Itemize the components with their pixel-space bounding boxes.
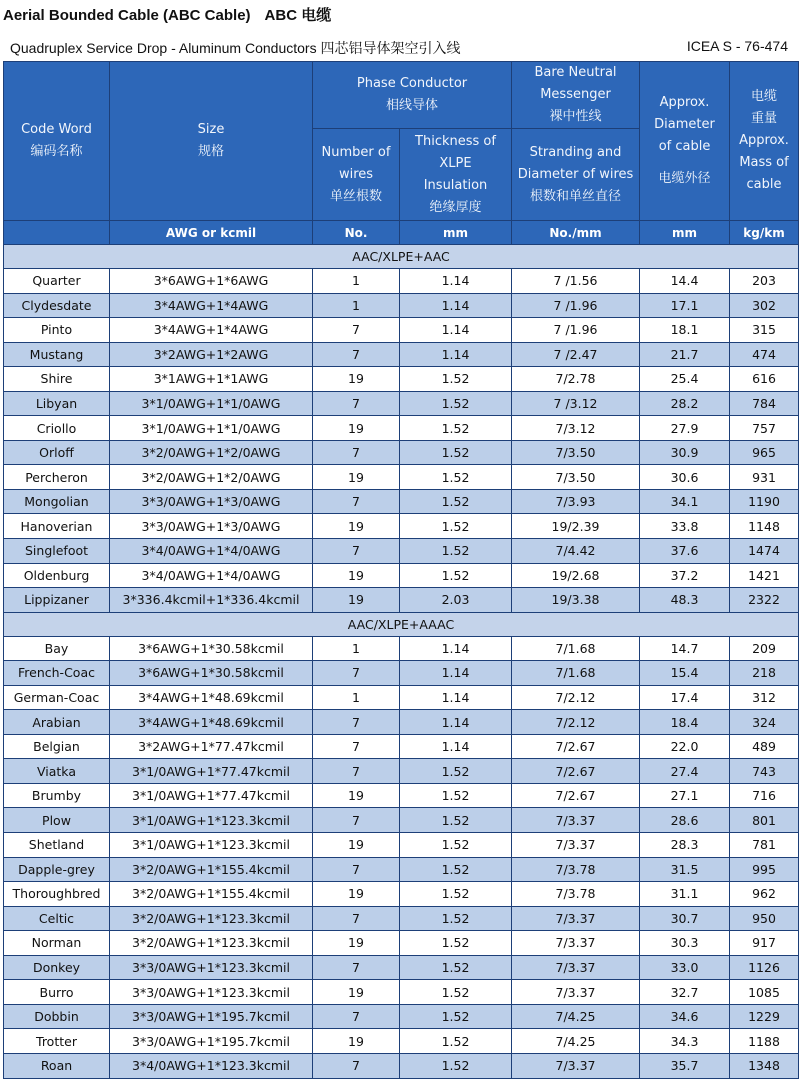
cable-mass-cell: 1188 xyxy=(730,1029,799,1054)
cable-mass-cell: 209 xyxy=(730,636,799,661)
stranding-cell: 7/3.37 xyxy=(512,808,640,833)
table-row xyxy=(4,1004,799,1029)
cable-diameter-cell: 25.4 xyxy=(640,367,730,392)
document-title xyxy=(3,4,331,25)
table-row xyxy=(4,269,799,294)
cable-diameter-cell: 33.8 xyxy=(640,514,730,539)
cable-diameter-cell: 28.6 xyxy=(640,808,730,833)
code-word-cell: Quarter xyxy=(4,269,110,294)
cable-mass-cell: 1421 xyxy=(730,563,799,588)
number-of-wires-cell: 7 xyxy=(313,440,400,465)
number-of-wires-cell: 7 xyxy=(313,955,400,980)
cable-mass-cell: 784 xyxy=(730,391,799,416)
code-word-cell: Libyan xyxy=(4,391,110,416)
cable-diameter-cell: 28.2 xyxy=(640,391,730,416)
table-row xyxy=(4,955,799,980)
table-row xyxy=(4,318,799,343)
insulation-thickness-cell: 1.14 xyxy=(400,685,512,710)
size-cell: 3*4AWG+1*4AWG xyxy=(110,318,313,343)
code-word-cell: German-Coac xyxy=(4,685,110,710)
unit-thickness: mm xyxy=(400,221,512,245)
number-of-wires-cell: 1 xyxy=(313,685,400,710)
stranding-cell: 7/2.67 xyxy=(512,783,640,808)
cable-mass-cell: 917 xyxy=(730,931,799,956)
size-cell: 3*4/0AWG+1*4/0AWG xyxy=(110,539,313,564)
stranding-cell: 7 /2.47 xyxy=(512,342,640,367)
code-word-cell: Belgian xyxy=(4,734,110,759)
section-label: AAC/XLPE+AAC xyxy=(4,245,799,269)
stranding-cell: 7/1.68 xyxy=(512,636,640,661)
number-of-wires-cell: 7 xyxy=(313,1053,400,1078)
insulation-thickness-cell: 1.52 xyxy=(400,440,512,465)
cable-mass-cell: 716 xyxy=(730,783,799,808)
code-word-cell: Mustang xyxy=(4,342,110,367)
insulation-thickness-cell: 1.14 xyxy=(400,710,512,735)
table-row xyxy=(4,440,799,465)
cable-mass-cell: 1474 xyxy=(730,539,799,564)
number-of-wires-cell: 19 xyxy=(313,588,400,613)
header-thickness: Thickness of XLPE Insulation 绝缘厚度 xyxy=(400,129,512,221)
insulation-thickness-cell: 1.52 xyxy=(400,808,512,833)
unit-number-of-wires: No. xyxy=(313,221,400,245)
cable-diameter-cell: 27.1 xyxy=(640,783,730,808)
cable-diameter-cell: 27.9 xyxy=(640,416,730,441)
cable-mass-cell: 616 xyxy=(730,367,799,392)
code-word-cell: Dapple-grey xyxy=(4,857,110,882)
code-word-cell: Orloff xyxy=(4,440,110,465)
code-word-cell: Brumby xyxy=(4,783,110,808)
code-word-cell: Lippizaner xyxy=(4,588,110,613)
number-of-wires-cell: 19 xyxy=(313,980,400,1005)
size-cell: 3*1/0AWG+1*123.3kcmil xyxy=(110,808,313,833)
insulation-thickness-cell: 1.14 xyxy=(400,734,512,759)
cable-mass-cell: 489 xyxy=(730,734,799,759)
size-cell: 3*2/0AWG+1*2/0AWG xyxy=(110,440,313,465)
section-header-row xyxy=(4,245,799,269)
stranding-cell: 7/4.25 xyxy=(512,1029,640,1054)
insulation-thickness-cell: 1.52 xyxy=(400,514,512,539)
cable-mass-cell: 474 xyxy=(730,342,799,367)
table-row xyxy=(4,710,799,735)
cable-diameter-cell: 27.4 xyxy=(640,759,730,784)
header-mass: 电缆 重量 Approx. Mass of cable xyxy=(730,62,799,221)
code-word-cell: Trotter xyxy=(4,1029,110,1054)
cable-diameter-cell: 33.0 xyxy=(640,955,730,980)
stranding-cell: 7/2.67 xyxy=(512,759,640,784)
cable-diameter-cell: 15.4 xyxy=(640,661,730,686)
cable-diameter-cell: 30.7 xyxy=(640,906,730,931)
section-label: AAC/XLPE+AAAC xyxy=(4,612,799,636)
insulation-thickness-cell: 1.52 xyxy=(400,391,512,416)
size-cell: 3*6AWG+1*30.58kcmil xyxy=(110,636,313,661)
table-row xyxy=(4,1053,799,1078)
insulation-thickness-cell: 1.52 xyxy=(400,906,512,931)
insulation-thickness-cell: 1.52 xyxy=(400,857,512,882)
size-cell: 3*3/0AWG+1*3/0AWG xyxy=(110,489,313,514)
stranding-cell: 7 /1.96 xyxy=(512,318,640,343)
cable-diameter-cell: 28.3 xyxy=(640,833,730,858)
standard-reference: ICEA S - 76-474 xyxy=(686,38,788,54)
size-cell: 3*336.4kcmil+1*336.4kcmil xyxy=(110,588,313,613)
cable-mass-cell: 2322 xyxy=(730,588,799,613)
table-row xyxy=(4,783,799,808)
code-word-cell: Oldenburg xyxy=(4,563,110,588)
stranding-cell: 7/3.12 xyxy=(512,416,640,441)
table-row xyxy=(4,808,799,833)
header-diameter: Approx. Diameter of cable 电缆外径 xyxy=(640,62,730,221)
cable-diameter-cell: 34.6 xyxy=(640,1004,730,1029)
insulation-thickness-cell: 1.52 xyxy=(400,955,512,980)
size-cell: 3*3/0AWG+1*195.7kcmil xyxy=(110,1004,313,1029)
number-of-wires-cell: 7 xyxy=(313,318,400,343)
size-cell: 3*4/0AWG+1*4/0AWG xyxy=(110,563,313,588)
document-subtitle xyxy=(10,38,790,58)
cable-mass-cell: 315 xyxy=(730,318,799,343)
insulation-thickness-cell: 1.52 xyxy=(400,367,512,392)
cable-diameter-cell: 30.3 xyxy=(640,931,730,956)
unit-size: AWG or kcmil xyxy=(110,221,313,245)
size-cell: 3*3/0AWG+1*123.3kcmil xyxy=(110,955,313,980)
cable-mass-cell: 995 xyxy=(730,857,799,882)
size-cell: 3*3/0AWG+1*123.3kcmil xyxy=(110,980,313,1005)
insulation-thickness-cell: 1.14 xyxy=(400,342,512,367)
table-row xyxy=(4,882,799,907)
number-of-wires-cell: 19 xyxy=(313,882,400,907)
size-cell: 3*4/0AWG+1*123.3kcmil xyxy=(110,1053,313,1078)
cable-diameter-cell: 30.9 xyxy=(640,440,730,465)
stranding-cell: 7/4.25 xyxy=(512,1004,640,1029)
cable-diameter-cell: 34.1 xyxy=(640,489,730,514)
size-cell: 3*4AWG+1*48.69kcmil xyxy=(110,710,313,735)
cable-mass-cell: 312 xyxy=(730,685,799,710)
insulation-thickness-cell: 1.52 xyxy=(400,465,512,490)
cable-mass-cell: 1126 xyxy=(730,955,799,980)
code-word-cell: Burro xyxy=(4,980,110,1005)
number-of-wires-cell: 7 xyxy=(313,906,400,931)
cable-diameter-cell: 22.0 xyxy=(640,734,730,759)
insulation-thickness-cell: 2.03 xyxy=(400,588,512,613)
title-chinese: ABC 电缆 xyxy=(264,7,332,24)
insulation-thickness-cell: 1.52 xyxy=(400,833,512,858)
cable-diameter-cell: 32.7 xyxy=(640,980,730,1005)
code-word-cell: Mongolian xyxy=(4,489,110,514)
table-row xyxy=(4,1029,799,1054)
unit-code-word xyxy=(4,221,110,245)
code-word-cell: Bay xyxy=(4,636,110,661)
number-of-wires-cell: 1 xyxy=(313,269,400,294)
size-cell: 3*4AWG+1*4AWG xyxy=(110,293,313,318)
cable-mass-cell: 1348 xyxy=(730,1053,799,1078)
insulation-thickness-cell: 1.52 xyxy=(400,980,512,1005)
stranding-cell: 7/3.78 xyxy=(512,857,640,882)
code-word-cell: French-Coac xyxy=(4,661,110,686)
size-cell: 3*2AWG+1*2AWG xyxy=(110,342,313,367)
header-phase-conductor: Phase Conductor 相线导体 xyxy=(313,62,512,129)
number-of-wires-cell: 7 xyxy=(313,342,400,367)
cable-mass-cell: 1190 xyxy=(730,489,799,514)
number-of-wires-cell: 1 xyxy=(313,293,400,318)
stranding-cell: 7/2.78 xyxy=(512,367,640,392)
size-cell: 3*2/0AWG+1*123.3kcmil xyxy=(110,906,313,931)
cable-mass-cell: 931 xyxy=(730,465,799,490)
stranding-cell: 7/3.78 xyxy=(512,882,640,907)
table-row xyxy=(4,416,799,441)
cable-diameter-cell: 17.4 xyxy=(640,685,730,710)
cable-mass-cell: 1148 xyxy=(730,514,799,539)
size-cell: 3*2/0AWG+1*155.4kcmil xyxy=(110,857,313,882)
code-word-cell: Criollo xyxy=(4,416,110,441)
cable-diameter-cell: 37.6 xyxy=(640,539,730,564)
stranding-cell: 7/2.12 xyxy=(512,685,640,710)
insulation-thickness-cell: 1.14 xyxy=(400,293,512,318)
cable-diameter-cell: 34.3 xyxy=(640,1029,730,1054)
size-cell: 3*1AWG+1*1AWG xyxy=(110,367,313,392)
stranding-cell: 7/3.50 xyxy=(512,440,640,465)
table-row xyxy=(4,661,799,686)
code-word-cell: Clydesdate xyxy=(4,293,110,318)
number-of-wires-cell: 7 xyxy=(313,808,400,833)
number-of-wires-cell: 7 xyxy=(313,734,400,759)
cable-diameter-cell: 37.2 xyxy=(640,563,730,588)
size-cell: 3*1/0AWG+1*77.47kcmil xyxy=(110,759,313,784)
units-row xyxy=(4,221,799,245)
stranding-cell: 7/3.37 xyxy=(512,906,640,931)
cable-mass-cell: 1085 xyxy=(730,980,799,1005)
code-word-cell: Arabian xyxy=(4,710,110,735)
number-of-wires-cell: 19 xyxy=(313,563,400,588)
cable-mass-cell: 965 xyxy=(730,440,799,465)
header-stranding: Stranding and Diameter of wires 根数和单丝直径 xyxy=(512,129,640,221)
insulation-thickness-cell: 1.14 xyxy=(400,636,512,661)
insulation-thickness-cell: 1.52 xyxy=(400,539,512,564)
size-cell: 3*2/0AWG+1*123.3kcmil xyxy=(110,931,313,956)
size-cell: 3*4AWG+1*48.69kcmil xyxy=(110,685,313,710)
cable-mass-cell: 801 xyxy=(730,808,799,833)
table-row xyxy=(4,391,799,416)
code-word-cell: Celtic xyxy=(4,906,110,931)
insulation-thickness-cell: 1.14 xyxy=(400,318,512,343)
size-cell: 3*1/0AWG+1*1/0AWG xyxy=(110,391,313,416)
number-of-wires-cell: 19 xyxy=(313,1029,400,1054)
header-size: Size 规格 xyxy=(110,62,313,221)
cable-diameter-cell: 31.1 xyxy=(640,882,730,907)
size-cell: 3*3/0AWG+1*195.7kcmil xyxy=(110,1029,313,1054)
number-of-wires-cell: 7 xyxy=(313,759,400,784)
insulation-thickness-cell: 1.52 xyxy=(400,931,512,956)
cable-mass-cell: 743 xyxy=(730,759,799,784)
number-of-wires-cell: 7 xyxy=(313,539,400,564)
table-row xyxy=(4,465,799,490)
number-of-wires-cell: 7 xyxy=(313,1004,400,1029)
table-row xyxy=(4,539,799,564)
code-word-cell: Dobbin xyxy=(4,1004,110,1029)
stranding-cell: 7/1.68 xyxy=(512,661,640,686)
header-code-word: Code Word 编码名称 xyxy=(4,62,110,221)
table-row xyxy=(4,514,799,539)
insulation-thickness-cell: 1.52 xyxy=(400,563,512,588)
code-word-cell: Hanoverian xyxy=(4,514,110,539)
insulation-thickness-cell: 1.52 xyxy=(400,1029,512,1054)
stranding-cell: 7 /3.12 xyxy=(512,391,640,416)
stranding-cell: 19/2.68 xyxy=(512,563,640,588)
cable-mass-cell: 203 xyxy=(730,269,799,294)
size-cell: 3*1/0AWG+1*77.47kcmil xyxy=(110,783,313,808)
cable-mass-cell: 781 xyxy=(730,833,799,858)
code-word-cell: Viatka xyxy=(4,759,110,784)
stranding-cell: 19/3.38 xyxy=(512,588,640,613)
cable-mass-cell: 1229 xyxy=(730,1004,799,1029)
size-cell: 3*6AWG+1*6AWG xyxy=(110,269,313,294)
table-row xyxy=(4,342,799,367)
size-cell: 3*1/0AWG+1*1/0AWG xyxy=(110,416,313,441)
cable-diameter-cell: 18.4 xyxy=(640,710,730,735)
code-word-cell: Pinto xyxy=(4,318,110,343)
cable-diameter-cell: 30.6 xyxy=(640,465,730,490)
table-body xyxy=(4,245,799,1079)
table-row xyxy=(4,489,799,514)
code-word-cell: Thoroughbred xyxy=(4,882,110,907)
number-of-wires-cell: 7 xyxy=(313,661,400,686)
code-word-cell: Shetland xyxy=(4,833,110,858)
insulation-thickness-cell: 1.14 xyxy=(400,269,512,294)
number-of-wires-cell: 19 xyxy=(313,833,400,858)
header-bare-neutral: Bare Neutral Messenger 裸中性线 xyxy=(512,62,640,129)
table-row xyxy=(4,636,799,661)
cable-diameter-cell: 48.3 xyxy=(640,588,730,613)
table-row xyxy=(4,588,799,613)
insulation-thickness-cell: 1.52 xyxy=(400,759,512,784)
table-row xyxy=(4,931,799,956)
stranding-cell: 7/3.37 xyxy=(512,955,640,980)
insulation-thickness-cell: 1.52 xyxy=(400,882,512,907)
insulation-thickness-cell: 1.52 xyxy=(400,783,512,808)
number-of-wires-cell: 19 xyxy=(313,367,400,392)
unit-stranding: No./mm xyxy=(512,221,640,245)
code-word-cell: Percheron xyxy=(4,465,110,490)
code-word-cell: Roan xyxy=(4,1053,110,1078)
table-row xyxy=(4,833,799,858)
title-english: Aerial Bounded Cable (ABC Cable) xyxy=(3,7,251,24)
cable-diameter-cell: 18.1 xyxy=(640,318,730,343)
cable-mass-cell: 757 xyxy=(730,416,799,441)
code-word-cell: Shire xyxy=(4,367,110,392)
cable-diameter-cell: 31.5 xyxy=(640,857,730,882)
cable-diameter-cell: 35.7 xyxy=(640,1053,730,1078)
stranding-cell: 7/2.12 xyxy=(512,710,640,735)
size-cell: 3*2AWG+1*77.47kcmil xyxy=(110,734,313,759)
code-word-cell: Singlefoot xyxy=(4,539,110,564)
cable-mass-cell: 302 xyxy=(730,293,799,318)
size-cell: 3*3/0AWG+1*3/0AWG xyxy=(110,514,313,539)
unit-mass: kg/km xyxy=(730,221,799,245)
table-row xyxy=(4,293,799,318)
number-of-wires-cell: 19 xyxy=(313,931,400,956)
size-cell: 3*2/0AWG+1*155.4kcmil xyxy=(110,882,313,907)
size-cell: 3*6AWG+1*30.58kcmil xyxy=(110,661,313,686)
size-cell: 3*1/0AWG+1*123.3kcmil xyxy=(110,833,313,858)
subtitle-text: Quadruplex Service Drop - Aluminum Conductors 四芯铝导体架空引入线 xyxy=(10,40,461,56)
stranding-cell: 7 /1.96 xyxy=(512,293,640,318)
stranding-cell: 7 /1.56 xyxy=(512,269,640,294)
stranding-cell: 7/3.37 xyxy=(512,833,640,858)
cable-diameter-cell: 14.4 xyxy=(640,269,730,294)
stranding-cell: 7/3.37 xyxy=(512,1053,640,1078)
code-word-cell: Plow xyxy=(4,808,110,833)
stranding-cell: 7/3.93 xyxy=(512,489,640,514)
number-of-wires-cell: 7 xyxy=(313,489,400,514)
size-cell: 3*2/0AWG+1*2/0AWG xyxy=(110,465,313,490)
unit-diameter: mm xyxy=(640,221,730,245)
insulation-thickness-cell: 1.52 xyxy=(400,1004,512,1029)
number-of-wires-cell: 7 xyxy=(313,857,400,882)
stranding-cell: 7/3.37 xyxy=(512,931,640,956)
cable-mass-cell: 950 xyxy=(730,906,799,931)
insulation-thickness-cell: 1.14 xyxy=(400,661,512,686)
table-row xyxy=(4,906,799,931)
stranding-cell: 19/2.39 xyxy=(512,514,640,539)
table-row xyxy=(4,980,799,1005)
cable-diameter-cell: 14.7 xyxy=(640,636,730,661)
number-of-wires-cell: 19 xyxy=(313,514,400,539)
cable-mass-cell: 324 xyxy=(730,710,799,735)
cable-mass-cell: 218 xyxy=(730,661,799,686)
header-number-of-wires: Number of wires 单丝根数 xyxy=(313,129,400,221)
table-row xyxy=(4,685,799,710)
stranding-cell: 7/3.50 xyxy=(512,465,640,490)
code-word-cell: Norman xyxy=(4,931,110,956)
stranding-cell: 7/2.67 xyxy=(512,734,640,759)
stranding-cell: 7/4.42 xyxy=(512,539,640,564)
cable-mass-cell: 962 xyxy=(730,882,799,907)
code-word-cell: Donkey xyxy=(4,955,110,980)
number-of-wires-cell: 1 xyxy=(313,636,400,661)
table-row xyxy=(4,759,799,784)
insulation-thickness-cell: 1.52 xyxy=(400,416,512,441)
table-row xyxy=(4,563,799,588)
insulation-thickness-cell: 1.52 xyxy=(400,1053,512,1078)
table-row xyxy=(4,734,799,759)
table-row xyxy=(4,367,799,392)
cable-diameter-cell: 21.7 xyxy=(640,342,730,367)
section-header-row xyxy=(4,612,799,636)
table-row xyxy=(4,857,799,882)
cable-diameter-cell: 17.1 xyxy=(640,293,730,318)
number-of-wires-cell: 19 xyxy=(313,783,400,808)
insulation-thickness-cell: 1.52 xyxy=(400,489,512,514)
number-of-wires-cell: 7 xyxy=(313,391,400,416)
number-of-wires-cell: 19 xyxy=(313,465,400,490)
cable-spec-table xyxy=(3,61,799,1079)
number-of-wires-cell: 19 xyxy=(313,416,400,441)
number-of-wires-cell: 7 xyxy=(313,710,400,735)
stranding-cell: 7/3.37 xyxy=(512,980,640,1005)
